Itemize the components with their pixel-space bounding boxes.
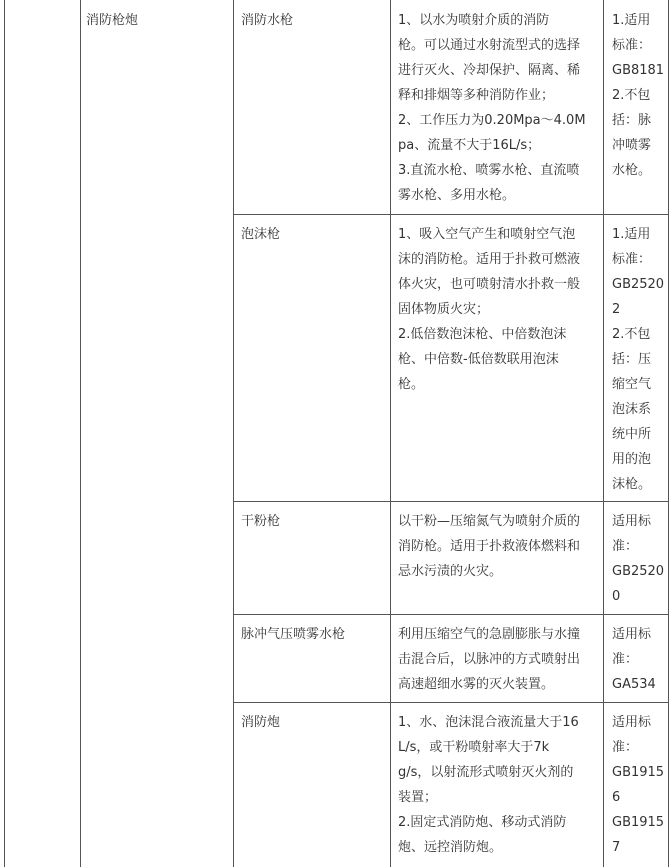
standard-line: 2.不包 <box>612 327 651 342</box>
standard-line: 2 <box>612 302 621 317</box>
description-cell <box>398 222 598 397</box>
description-line: 1、以水为喷射介质的消防 <box>398 13 550 28</box>
standard-line: 适用标 <box>612 627 652 642</box>
product-name-cell: 消防水枪 <box>241 13 294 28</box>
description-line: 体火灾，也可喷射清水扑救一般 <box>398 277 581 292</box>
standard-cell <box>612 509 665 609</box>
description-line: 枪。 <box>398 377 425 392</box>
standard-line: 适用标 <box>612 514 652 529</box>
standard-line: GB1915 <box>612 765 665 780</box>
table-column-divider <box>603 0 604 867</box>
description-line: 2.固定式消防炮、移动式消防 <box>398 815 567 830</box>
description-line: 雾水枪、多用水枪。 <box>398 188 516 203</box>
description-line: 1、水、泡沫混合液流量大于16 <box>398 715 579 730</box>
product-name-cell: 脉冲气压喷雾水枪 <box>241 627 346 642</box>
description-line: 利用压缩空气的急剧膨胀与水撞 <box>398 627 581 642</box>
standard-line: 冲喷雾 <box>612 138 652 153</box>
standard-line: 沫枪。 <box>612 477 652 492</box>
description-line: 高速超细水雾的灭火装置。 <box>398 677 555 692</box>
description-line: 释和排烟等多种消防作业； <box>398 88 555 103</box>
standard-cell <box>612 710 665 860</box>
standard-line: 1.适用 <box>612 227 651 242</box>
standard-line: 1.适用 <box>612 13 651 28</box>
description-cell <box>398 622 598 697</box>
description-line: 枪。可以通过水射流型式的选择 <box>398 38 581 53</box>
standard-line: 水枪。 <box>612 163 652 178</box>
description-line: 沫的消防枪。适用于扑救可燃液 <box>398 252 581 267</box>
table-border-right <box>668 0 669 867</box>
standard-line: 准： <box>612 652 639 667</box>
standard-cell <box>612 222 665 497</box>
standard-line: 0 <box>612 589 621 604</box>
product-name-cell: 消防炮 <box>241 715 281 730</box>
description-line: 进行灭火、冷却保护、隔离、稀 <box>398 63 581 78</box>
description-line: 炮、远控消防炮。 <box>398 840 503 855</box>
product-name-cell: 泡沫枪 <box>241 227 281 242</box>
table-column-divider <box>390 0 391 867</box>
standard-line: GB8181 <box>612 63 665 78</box>
description-line: L/s，或干粉喷射率大于7k <box>398 740 550 755</box>
standard-line: 标准： <box>612 252 652 267</box>
product-name-cell: 干粉枪 <box>241 514 281 529</box>
standard-line: 用的泡 <box>612 452 652 467</box>
standard-line: 2.不包 <box>612 88 651 103</box>
table-border-left <box>4 0 5 867</box>
standard-cell <box>612 8 665 183</box>
description-line: 以干粉—压缩氮气为喷射介质的 <box>398 514 581 529</box>
description-line: pa、流量不大于16L/s； <box>398 138 541 153</box>
description-line: 枪、中倍数-低倍数联用泡沫 <box>398 352 559 367</box>
standard-line: 6 <box>612 790 621 805</box>
standard-line: 7 <box>612 840 621 855</box>
standard-line: 适用标 <box>612 715 652 730</box>
description-line: 消防枪。适用于扑救液体燃料和 <box>398 539 581 554</box>
standard-line: GA534 <box>612 677 656 692</box>
description-cell <box>398 8 598 208</box>
description-line: 击混合后，以脉冲的方式喷射出 <box>398 652 581 667</box>
standard-line: GB2520 <box>612 564 665 579</box>
description-cell <box>398 509 598 584</box>
standard-line: 泡沫系 <box>612 402 652 417</box>
standard-cell <box>612 622 660 697</box>
standard-line: 缩空气 <box>612 377 652 392</box>
table-row-divider <box>233 501 669 502</box>
standard-line: 准： <box>612 539 639 554</box>
description-line: 1、吸入空气产生和喷射空气泡 <box>398 227 576 242</box>
standard-line: 统中所 <box>612 427 652 442</box>
description-line: 2、工作压力为0.20Mpa～4.0M <box>398 113 586 128</box>
table-row-divider <box>233 614 669 615</box>
standard-line: GB1915 <box>612 815 665 830</box>
table-column-divider <box>80 0 81 867</box>
standard-line: GB2520 <box>612 277 665 292</box>
table-row-divider <box>233 214 669 215</box>
category-cell: 消防枪炮 <box>86 13 139 28</box>
standard-line: 标准： <box>612 38 652 53</box>
description-line: 忌水污渍的火灾。 <box>398 564 503 579</box>
description-line: 3.直流水枪、喷雾水枪、直流喷 <box>398 163 580 178</box>
description-line: 2.低倍数泡沫枪、中倍数泡沫 <box>398 327 567 342</box>
standard-line: 准： <box>612 740 639 755</box>
standard-line: 括：压 <box>612 352 652 367</box>
description-line: 装置； <box>398 790 438 805</box>
description-cell <box>398 710 598 860</box>
description-line: g/s，以射流形式喷射灭火剂的 <box>398 765 574 780</box>
standard-line: 括：脉 <box>612 113 652 128</box>
table-column-divider <box>233 0 234 867</box>
description-line: 固体物质火灾； <box>398 302 490 317</box>
table-row-divider <box>233 702 669 703</box>
